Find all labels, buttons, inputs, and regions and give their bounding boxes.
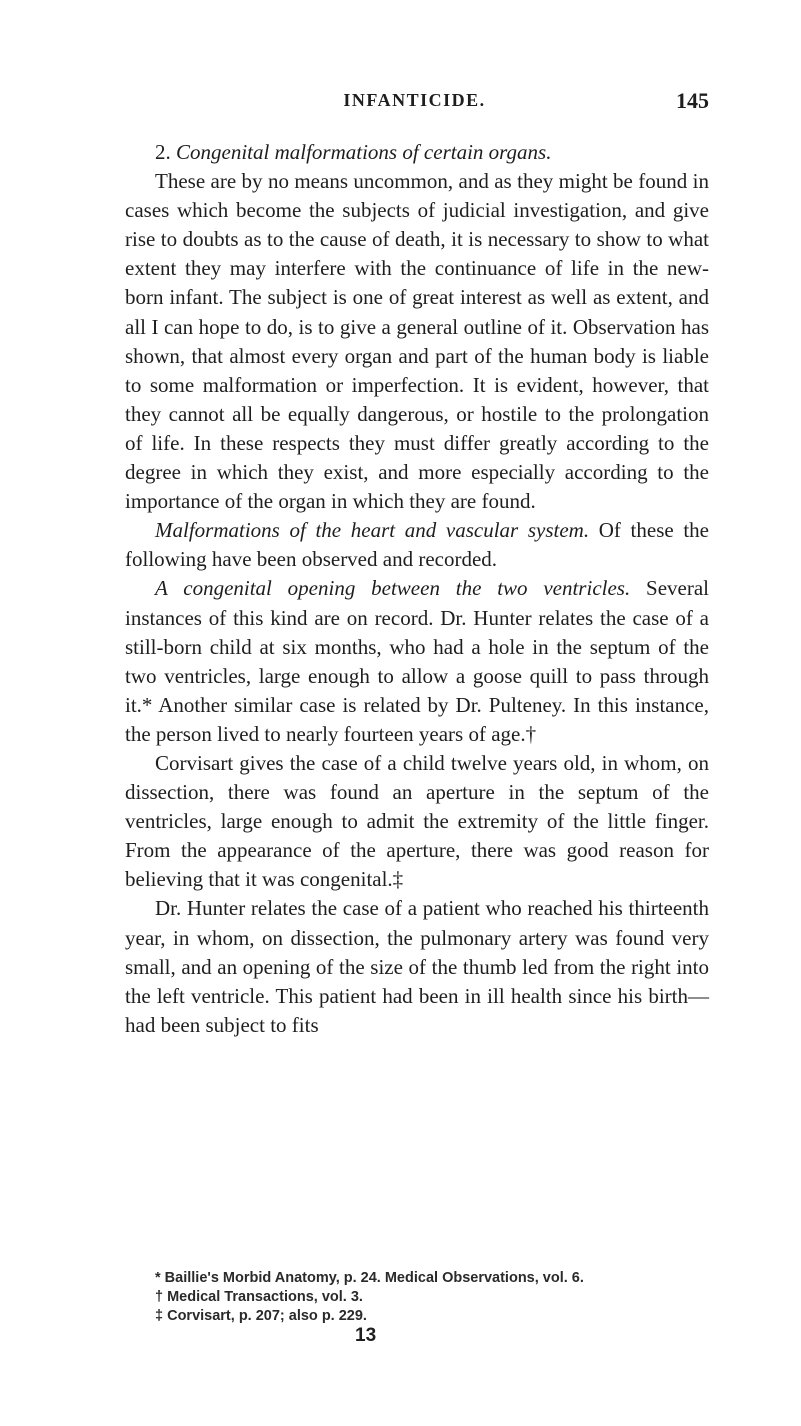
signature-mark: 13 (355, 1325, 377, 1346)
running-title: INFANTICIDE. (343, 90, 486, 110)
section-heading (125, 138, 709, 167)
paragraph-3-heading: A congenital opening between the two ventricles. (155, 576, 631, 601)
section-title: Congenital malformations of certain organs. (176, 140, 552, 164)
paragraph-3-text: Several instances of this kind are on record. Dr. Hunter relates the case of a still-born child at six months, who had a hole in the septum of the two ventricles, large enough to allow a goose quill to pass through it.* Another similar case is related by Dr. Pulteney. In this instance, the person lived to nearly fourteen years of age.† (125, 576, 709, 746)
footnotes (155, 1269, 715, 1326)
footnote-2: † Medical Transactions, vol. 3. (155, 1289, 363, 1305)
section-number: 2. (155, 140, 171, 164)
paragraph-4: Corvisart gives the case of a child twelve years old, in whom, on dissection, there was found an aperture in the septum of the ventricles, large enough to admit the extremity of the little finger. From the appearance of the aperture, there was good reason for believing that it was congenital.‡ (125, 750, 709, 892)
paragraph-3 (125, 574, 709, 749)
paragraph-2-heading: Malformations of the heart and vascular system. (155, 518, 590, 543)
footnote-1: * Baillie's Morbid Anatomy, p. 24. Medical Observations, vol. 6. (155, 1270, 584, 1286)
page-number: 145 (676, 88, 709, 113)
paragraph-1: These are by no means uncommon, and as they might be found in cases which become the subjects of judicial investigation, and give rise to doubts as to the cause of death, it is necessary to show to what extent they may interfere with the continuance of life in the new-born infant. The subject is one of great interest as well as extent, and all I can hope to do, is to give a general outline of it. Observation has shown, that almost every organ and part of the human body is liable to some malformation or imperfection. It is evident, however, that they cannot all be equally dangerous, or hostile to the prolongation of life. In these respects they must differ greatly according to the degree in which they exist, and more especially according to the importance of the organ in which they are found. (125, 169, 709, 514)
footnote-3: ‡ Corvisart, p. 207; also p. 229. (155, 1308, 367, 1324)
paragraph-2 (125, 516, 709, 574)
paragraph-2-text: Of these the following have been observed and recorded. (125, 518, 709, 572)
running-header (120, 88, 709, 116)
body-text (125, 138, 709, 1040)
paragraph-5: Dr. Hunter relates the case of a patient who reached his thirteenth year, in whom, on dissection, the pulmonary artery was found very small, and an opening of the size of the thumb led from the right into the left ventricle. This patient had been in ill health since his birth—had been subject to fits (125, 896, 709, 1037)
